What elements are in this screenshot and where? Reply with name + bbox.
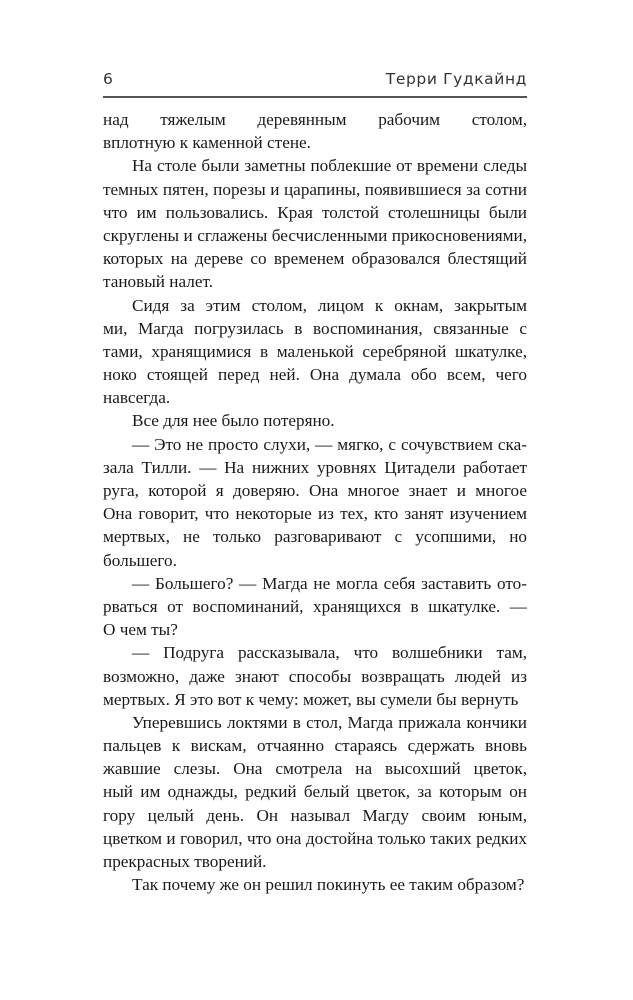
text-line: навсегда. [103,388,171,408]
page-number: 6 [103,70,113,88]
text-line: скруглены и сглажены бесчисленными прикосновениями, [103,225,527,245]
text-line: Сидя за этим столом, лицом к окнам, закрытым [132,295,527,315]
text-line: мертвых, не только разговаривают с усопшими, но [103,527,527,547]
body-text [103,108,527,896]
text-line: На столе были заметны поблекшие от времени следы [132,156,527,176]
text-line: Все для нее было потеряно. [132,411,335,431]
text-line: что им пользовались. Края толстой столешницы были [103,202,527,222]
text-line: О чем ты? [103,620,178,640]
text-line: — Подруга рассказывала, что волшебники там, [132,643,527,663]
text-line: возможно, даже знают способы возвращать людей из [103,666,527,686]
page-header [103,68,527,96]
text-line: цветком и говорил, что она достойна только таких редких [103,828,527,848]
text-line: Она говорит, что некоторые из тех, кто занят изучением [103,504,527,524]
text-line: пальцев к вискам, отчаянно стараясь сдержать вновь [103,736,527,756]
running-title: Терри Гудкайнд [385,70,527,88]
text-line: вплотную к каменной стене. [103,133,311,153]
text-line: ный им однажды, редкий белый цветок, за которым он [103,782,527,802]
text-line: ноко стоящей перед ней. Она думала обо всем, чего [103,365,527,385]
text-line: руга, которой я доверяю. Она многое знает и многое [103,481,527,500]
header-rule [103,96,527,98]
text-line: жавшие слезы. Она смотрела на высохший цветок, [103,759,527,779]
text-line: — Большего? — Магда не могла себя заставить ото- [132,573,527,593]
text-line: ми, Магда погрузилась в воспоминания, связанные с [103,318,527,338]
text-line: прекрасных творений. [103,852,267,871]
text-line: гору целый день. Он называл Магду своим юным, [103,805,527,825]
text-line: темных пятен, порезы и царапины, появившиеся за сотни [103,179,527,199]
text-line: — Это не просто слухи, — мягко, с сочувствием ска- [132,434,527,454]
text-line: тами, хранящимися в маленькой серебряной шкатулке, [103,341,527,361]
text-line: над тяжелым деревянным рабочим столом, [103,110,527,129]
text-line: Так почему же он решил покинуть ее таким образом? [132,875,525,895]
text-line: Уперевшись локтями в стол, Магда прижала кончики [132,712,527,732]
text-line: которых на дереве со временем образовался блестящий [103,249,527,269]
text-line: большего. [103,550,177,570]
text-line: рваться от воспоминаний, хранящихся в шкатулке. — [103,596,527,616]
text-line: мертвых. Я это вот к чему: может, вы сумели бы вернуть [103,689,519,709]
text-line: зала Тилли. — На нижних уровнях Цитадели работает [103,457,527,477]
text-line: тановый налет. [103,272,213,292]
